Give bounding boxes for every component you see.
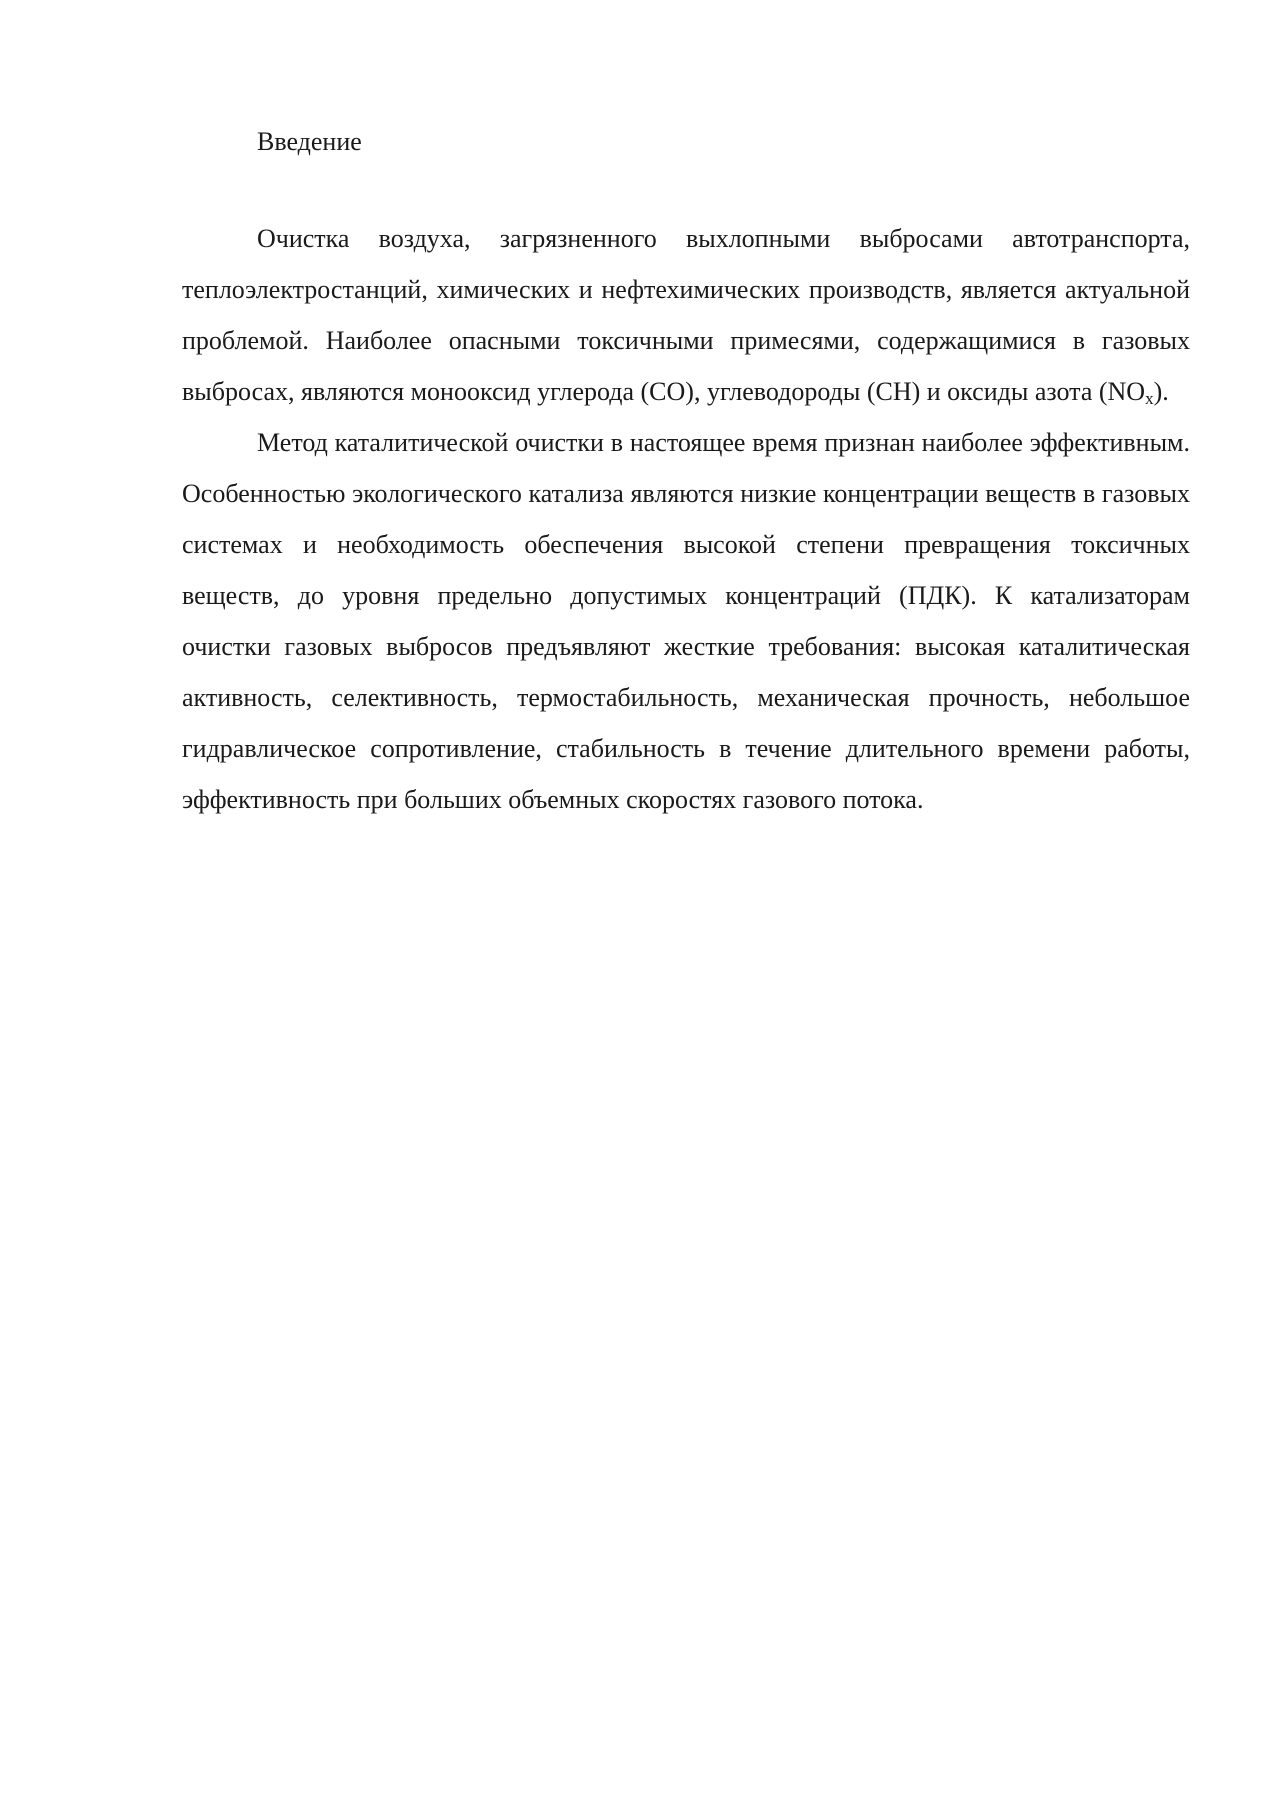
subscript-x: x bbox=[1145, 389, 1154, 408]
document-body bbox=[182, 116, 1190, 825]
paragraph-1-text: Очистка воздуха, загрязненного выхлопными выбросами автотранспорта, теплоэлектростанций, химических и нефтехимических производств, является актуальной проблемой. Наиболее опасными токсичными примесями, содержащимися в газовых выбросах, являются монооксид углерода (CO), углеводороды (CH) и оксиды азота (NO bbox=[182, 224, 1190, 406]
paragraph-1-tail: ). bbox=[1153, 377, 1169, 406]
paragraph-2: Метод каталитической очистки в настоящее время признан наиболее эффективным. Особенностью экологического катализа являются низкие концентрации веществ в газовых системах и необходимость обеспечения высокой степени превращения токсичных веществ, до уровня предельно допустимых концентраций (ПДК). К катализаторам очистки газовых выбросов предъявляют жесткие требования: высокая каталитическая активность, селективность, термостабильность, механическая прочность, небольшое гидравлическое сопротивление, стабильность в течение длительного времени работы, эффективность при больших объемных скоростях газового потока. bbox=[182, 428, 1190, 814]
paragraph-1 bbox=[182, 213, 1190, 417]
section-heading: Введение bbox=[257, 127, 362, 156]
